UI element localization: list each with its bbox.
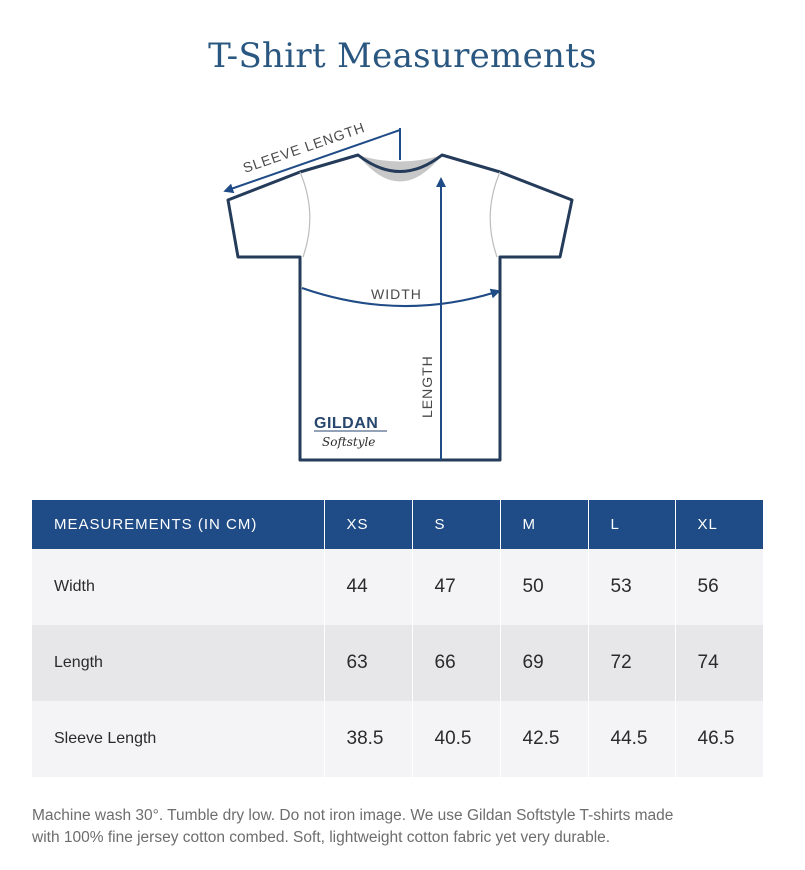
page-title: T-Shirt Measurements	[208, 36, 597, 76]
care-note	[32, 805, 772, 849]
cell-value: 44.5	[588, 701, 675, 777]
care-note-line-1: Machine wash 30°. Tumble dry low. Do not iron image. We use Gildan Softstyle T-shirts made	[32, 807, 674, 824]
cell-value: 50	[500, 549, 588, 625]
cell-value: 42.5	[500, 701, 588, 777]
header-size-s: S	[412, 500, 500, 549]
cell-value: 53	[588, 549, 675, 625]
brand-logo-sub: Softstyle	[322, 435, 376, 449]
size-chart-table	[32, 500, 763, 777]
cell-value: 44	[324, 549, 412, 625]
row-label-sleeve-length: Sleeve Length	[32, 701, 324, 777]
cell-value: 40.5	[412, 701, 500, 777]
right-sleeve-seam	[490, 172, 500, 257]
shirt-outline	[228, 155, 572, 460]
cell-value: 69	[500, 625, 588, 701]
cell-value: 74	[675, 625, 763, 701]
table-header-row	[32, 500, 763, 549]
cell-value: 38.5	[324, 701, 412, 777]
left-sleeve-seam	[300, 172, 310, 257]
cell-value: 66	[412, 625, 500, 701]
header-measurements: MEASUREMENTS (IN CM)	[32, 500, 324, 549]
row-label-width: Width	[32, 549, 324, 625]
row-label-length: Length	[32, 625, 324, 701]
table-row	[32, 701, 763, 777]
brand-logo: GILDAN	[314, 415, 379, 432]
cell-value: 72	[588, 625, 675, 701]
cell-value: 56	[675, 549, 763, 625]
cell-value: 63	[324, 625, 412, 701]
cell-value: 47	[412, 549, 500, 625]
care-note-line-2: with 100% fine jersey cotton combed. Soft, lightweight cotton fabric yet very durable.	[32, 829, 611, 846]
table-row	[32, 625, 763, 701]
header-size-l: L	[588, 500, 675, 549]
cell-value: 46.5	[675, 701, 763, 777]
width-label: WIDTH	[371, 286, 422, 302]
length-label: LENGTH	[419, 355, 435, 418]
table-row	[32, 549, 763, 625]
header-size-m: M	[500, 500, 588, 549]
header-size-xl: XL	[675, 500, 763, 549]
sleeve-length-label: SLEEVE LENGTH	[240, 118, 368, 176]
header-size-xs: XS	[324, 500, 412, 549]
